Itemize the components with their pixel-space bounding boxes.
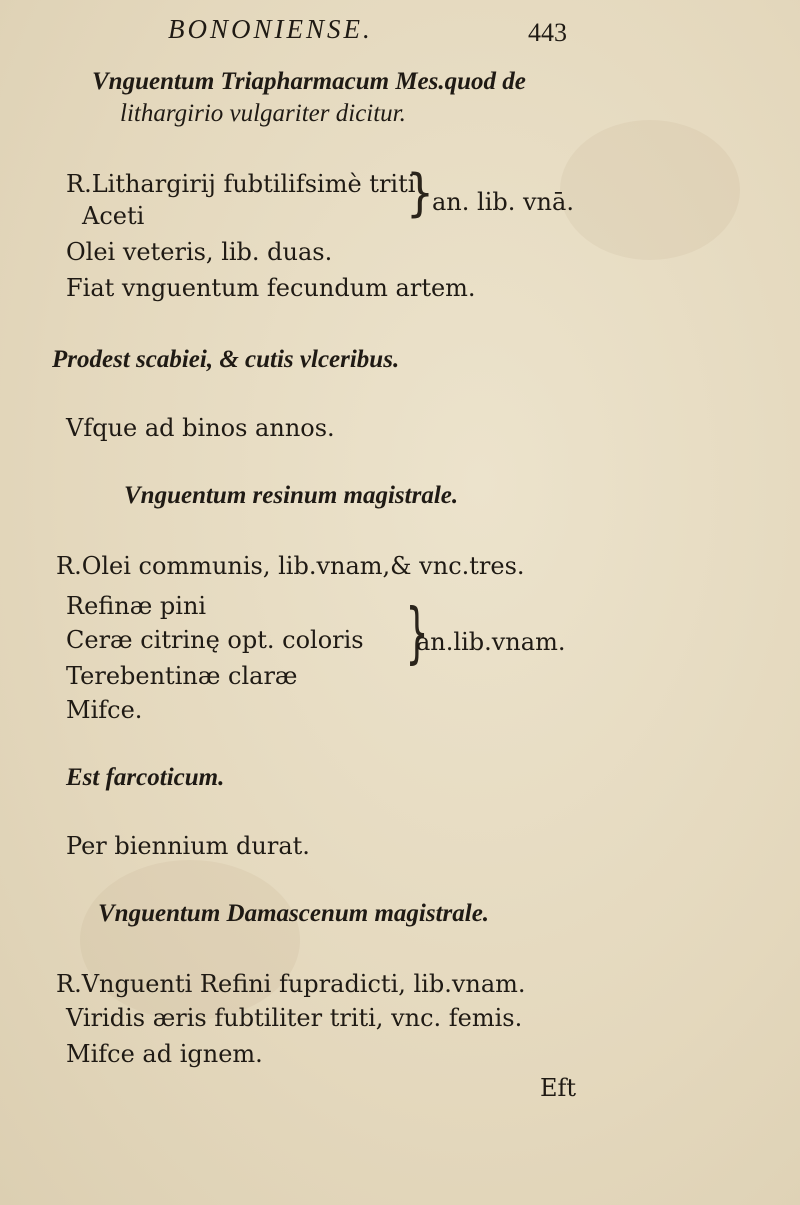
recipe-title: Vnguentum Damascenum magistrale.: [98, 900, 490, 927]
paper-stain: [560, 120, 740, 260]
usage-line: Per biennium durat.: [66, 832, 310, 860]
ingredient-line: Ceræ citrinę opt. coloris: [66, 626, 364, 654]
recipe-title-line: Vnguentum Triapharmacum Mes.quod de: [92, 68, 526, 95]
recipe-title: Vnguentum resinum magistrale.: [124, 482, 459, 509]
page-number: 443: [528, 18, 567, 47]
brace-icon: }: [405, 594, 429, 671]
catchword: Eft: [540, 1074, 577, 1102]
ingredient-line: R.Olei communis, lib.vnam,& vnc.tres.: [56, 552, 525, 580]
section-title: Est farcoticum.: [66, 764, 225, 791]
running-head: BONONIENSE.: [168, 14, 373, 44]
instruction-line: Fiat vnguentum fecundum artem.: [66, 274, 476, 302]
section-title: Prodest scabiei, & cutis vlceribus.: [52, 346, 400, 373]
instruction-line: Mifce ad ignem.: [66, 1040, 263, 1068]
quantity-note: an.lib.vnam.: [416, 628, 566, 656]
ingredient-line: Refinæ pini: [66, 592, 207, 620]
ingredient-line: Aceti: [82, 202, 145, 230]
instruction-line: Mifce.: [66, 696, 143, 724]
usage-line: Vfque ad binos annos.: [66, 414, 335, 442]
ingredient-line: Viridis æris fubtiliter triti, vnc. femis.: [66, 1004, 523, 1032]
quantity-note: an. lib. vnā.: [432, 188, 574, 216]
ingredient-line: R.Lithargirij fubtilifsimè triti: [66, 170, 416, 198]
ingredient-line: Olei veteris, lib. duas.: [66, 238, 333, 266]
ingredient-line: R.Vnguenti Refini fupradicti, lib.vnam.: [56, 970, 526, 998]
brace-icon: }: [406, 164, 434, 223]
ingredient-line: Terebentinæ claræ: [66, 662, 298, 690]
recipe-title-line: lithargirio vulgariter dicitur.: [120, 100, 406, 127]
